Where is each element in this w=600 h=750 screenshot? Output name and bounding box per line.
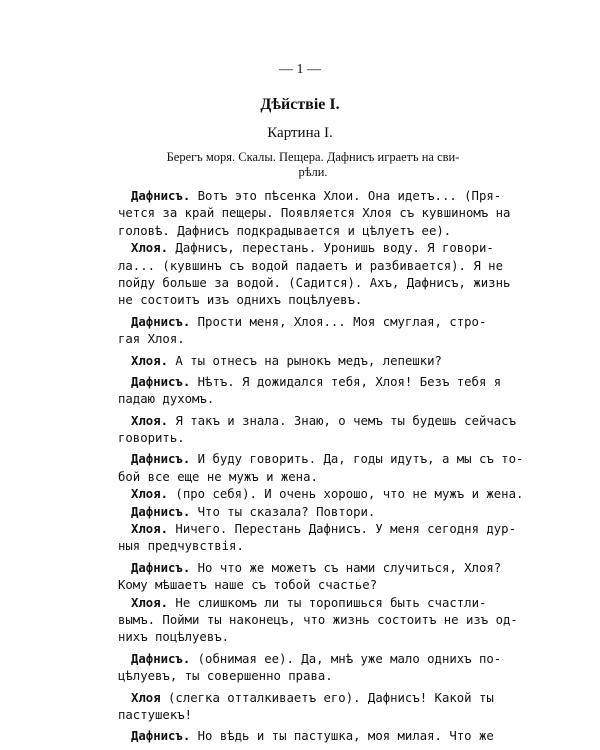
line-text: Нѣтъ. Я дожидался тебя, Хлоя! Безъ тебя я [190,374,502,389]
line-text: Что ты сказала? Повтори. [190,504,376,519]
speaker-name: Хлоя. [131,413,169,428]
line-text: пойду больше за водой. (Садится). Ахъ, Дафнисъ, жизнь [118,275,511,290]
line-text: И буду говорить. Да, годы идутъ, а мы съ то- [190,452,524,467]
speaker-name: Дафнисъ. [131,504,191,519]
line-text: головѣ. Дафнисъ подкрадывается и цѣлуетъ ее). [118,223,452,238]
line-text: Но вѣдь и ты пастушка, моя милая. Что же [190,729,494,744]
dialogue-line [118,223,484,240]
line-text: ныя предчувствія. [118,539,244,554]
dialogue-line [118,728,494,745]
line-text: (слегка отталкиваетъ его). Дафнисъ! Какой ты [160,690,494,705]
speaker-name: Хлоя. [131,241,169,256]
speaker-name: Хлоя. [131,487,169,502]
dialogue-line [118,240,494,257]
line-text: Вотъ это пѣсенка Хлои. Она идетъ... (Пря- [190,189,502,203]
dialogue-body [118,188,524,746]
speaker-name: Хлоя. [131,522,169,537]
dialogue-line [118,707,484,724]
dialogue-line [118,469,484,486]
speaker-name: Дафнисъ. [131,560,191,575]
line-text: нихъ поцѣлуевъ. [118,630,230,645]
dialogue-line [118,258,503,275]
dialogue-line [118,577,484,594]
speaker-name: Дафнисъ. [131,452,191,467]
speaker-name: Хлоя [131,690,161,705]
line-text: (про себя). И очень хорошо, что не мужъ и жена. [168,487,524,502]
dialogue-line [118,486,524,503]
dialogue-line [118,690,494,707]
dialogue-line [118,504,484,521]
act-title: Дѣйствіе I. [260,96,340,113]
line-text: бой все еще не мужъ и жена. [118,469,318,484]
speaker-name: Хлоя. [131,595,169,610]
speaker-name: Дафнисъ. [131,314,191,329]
dialogue-line [118,668,484,685]
line-text: Не слишкомъ ли ты торопишься быть счастли- [168,595,487,610]
page-number: — 1 — [279,62,321,77]
dialogue-line [118,331,484,348]
speaker-name: Дафнисъ. [131,374,191,389]
line-text: не состоитъ изъ однихъ поцѣлуевъ. [118,293,363,308]
line-text: (обнимая ее). Да, мнѣ уже мало однихъ по- [190,651,502,666]
dialogue-line [118,314,487,331]
dialogue-line [118,451,524,468]
line-text: вымъ. Пойми ты наконецъ, что жизнь состоитъ не изъ од- [118,612,518,627]
line-text: Кому мѣшаетъ наше съ тобой счастье? [118,578,378,593]
dialogue-line [118,595,487,612]
dialogue-line [118,629,484,646]
dialogue-line [118,205,511,222]
dialogue-line [118,292,484,309]
line-text: Я такъ и знала. Знаю, о чемъ ты будешь сейчасъ [168,413,516,428]
line-text: Прости меня, Хлоя... Моя смуглая, стро- [190,314,487,329]
line-text: говорить. [118,431,185,446]
dialogue-line [118,521,516,538]
dialogue-line [118,538,484,555]
dialogue-line [118,391,484,408]
speaker-name: Дафнисъ. [131,651,191,666]
line-text: пастушекъ! [118,707,193,722]
dialogue-line [118,374,502,391]
stage-direction-line: рѣли. [298,165,328,179]
line-text: ла... (кувшинъ съ водой падаетъ и разбивается). Я не [118,258,503,273]
dialogue-line [118,353,484,370]
dialogue-line [118,275,511,292]
stage-direction-line: Берегъ моря. Скалы. Пещера. Дафнисъ играетъ на сви- [166,150,460,164]
line-text: Дафнисъ, перестань. Уронишь воду. Я говори- [168,241,494,256]
dialogue-line [118,651,502,668]
line-text: гая Хлоя. [118,332,185,347]
dialogue-line [118,560,502,577]
line-text: цѣлуевъ, ты совершенно права. [118,669,333,684]
dialogue-line [118,413,516,430]
line-text: чется за край пещеры. Появляется Хлоя съ кувшиномъ на [118,206,511,221]
speaker-name: Хлоя. [131,353,169,368]
speaker-name: Дафнисъ. [131,729,191,744]
scene-title: Картина I. [267,125,333,141]
dialogue-line [118,430,484,447]
stage-direction [148,150,478,180]
dialogue-line [118,612,518,629]
speaker-name: Дафнисъ. [131,189,191,203]
line-text: Ничего. Перестань Дафнисъ. У меня сегодня дур- [168,522,516,537]
dialogue-line [118,188,502,205]
line-text: А ты отнесъ на рынокъ медъ, лепешки? [168,353,442,368]
line-text: падаю духомъ. [118,392,215,407]
line-text: Но что же можетъ съ нами случиться, Хлоя? [190,560,502,575]
